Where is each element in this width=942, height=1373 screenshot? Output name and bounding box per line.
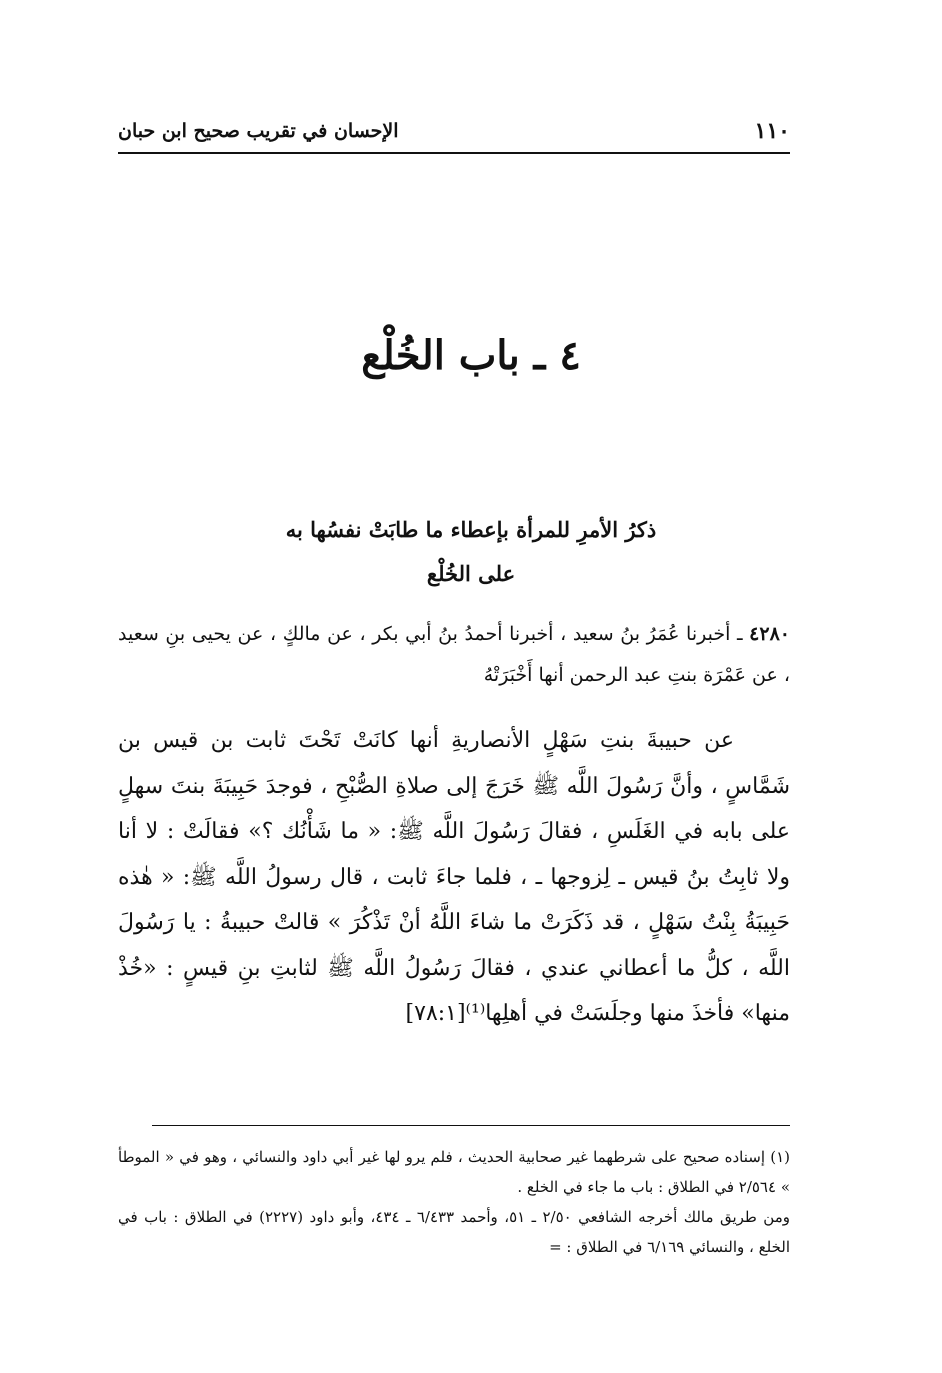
footnote-separator <box>152 1125 790 1126</box>
section-heading-line-2: على الخُلْع <box>426 561 516 586</box>
hadith-matn: عن حبيبةَ بنتِ سَهْلٍ الأنصاريةِ أنها كانَتْ تَحْتَ ثابت بن قيس بن شَمَّاسٍ ، وأنَّ رَسُولَ اللَّه ﷺ خَرَجَ إلى صلاةِ الصُّبْحِ ، فوجدَ حَبِيبَةَ بنتَ سهلٍ على بابه في الغَلَسِ ، فقالَ رَسُولَ اللَّه ﷺ: « ما شَأْنُك ؟» فقالَتْ : لا أنا ولا ثابِتُ بنُ قيس ـ لِزوجها ـ ، فلما جاءَ ثابت ، قال رسولُ اللَّه ﷺ: « هٰذه حَبِيبَةُ بِنْتُ سَهْلٍ ، قد ذَكَرَتْ ما شاءَ اللَّهُ أنْ تَذْكُرَ » قالتْ حبيبةُ : يا رَسُولَ اللَّه ، كلُّ ما أعطاني عندي ، فقالَ رَسُولُ اللَّه ﷺ لثابتِ بنِ قيسٍ : «خُذْ منها» فأخذَ منها وجلَسَتْ في أهلِها⁽¹⁾[٧٨:١] <box>118 728 790 1026</box>
section-heading <box>200 508 742 596</box>
hadith-isnad <box>118 614 790 696</box>
section-heading-line-1: ذكرُ الأمرِ للمرأة بإعطاء ما طابَتْ نفسُها به <box>285 517 657 542</box>
running-header <box>118 112 790 154</box>
chapter-title: ٤ ـ باب الخُلْع <box>361 332 581 379</box>
hadith-number: ٤٢٨٠ <box>749 623 790 645</box>
footnote-1: (١) إسناده صحيح على شرطهما غير صحابية الحديث ، فلم يرو لها غير أبي داود والنسائي ، وهو في « الموطأ » ٢/٥٦٤ في الطلاق : باب ما جاء في الخلع . <box>118 1148 790 1196</box>
isnad-text: ـ أخبرنا عُمَرُ بنُ سعيد ، أخبرنا أحمدُ بنُ أبي بكر ، عن مالكٍ ، عن يحيى بنِ سعيد ، عن عَمْرَة بنتِ عبد الرحمن أنها أَخْبَرَتْهُ <box>118 623 790 686</box>
footnotes <box>118 1142 790 1262</box>
book-title: الإحسان في تقريب صحيح ابن حبان <box>118 120 399 142</box>
page-number: ١١٠ <box>754 118 790 144</box>
footnote-1-continuation: ومن طريق مالك أخرجه الشافعي ٢/٥٠ ـ ٥١، وأحمد ٦/٤٣٣ ـ ٤٣٤، وأبو داود (٢٢٢٧) في الطلاق : باب في الخلع ، والنسائي ٦/١٦٩ في الطلاق : = <box>118 1208 791 1256</box>
